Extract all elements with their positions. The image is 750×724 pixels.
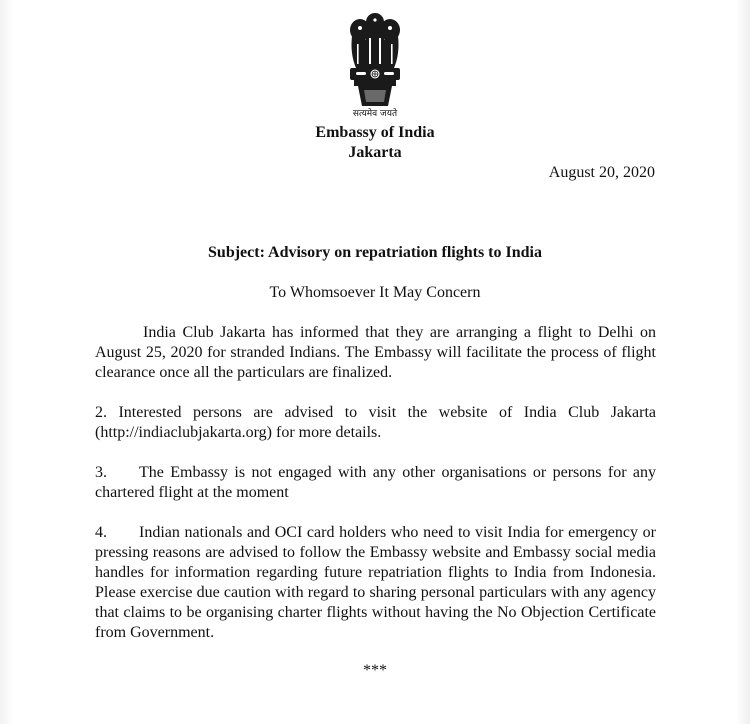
lion-capital-emblem-icon [338,10,412,110]
paragraph-2-number: 2. [95,404,107,421]
paragraph-1-text: India Club Jakarta has informed that they are arranging a flight to Delhi on August 25, 2020 for stranded Indians. The Embassy will facilitate the process of flight clearance once all the particulars are finalized. [95,324,656,381]
paragraph-3-number: 3. [95,464,107,481]
letter-date: August 20, 2020 [548,164,655,181]
paragraph-4 [95,523,656,643]
paragraph-4-number: 4. [95,524,107,541]
paragraph-3 [95,463,656,503]
paragraph-2-text: Interested persons are advised to visit the website of India Club Jakarta (http://indiaclubjakarta.org) for more details. [95,404,657,441]
closing-mark: *** [363,662,387,679]
embassy-city: Jakarta [348,144,402,161]
paragraph-3-text: The Embassy is not engaged with any other organisations or persons for any chartered flight at the moment [95,464,656,501]
paragraph-2 [95,403,656,443]
letter-salutation: To Whomsoever It May Concern [269,284,481,301]
letter-subject: Subject: Advisory on repatriation flights to India [208,244,542,261]
paragraph-4-text: Indian nationals and OCI card holders who need to visit India for emergency or pressing reasons are advised to follow the Embassy website and Embassy social media handles for information regarding future repatriation flights to India from Indonesia. Please exercise due caution with regard to sharing personal particulars with any agency that claims to be organising charter flights without having the No Objection Certificate from Government. [95,524,656,641]
paragraph-1 [95,323,656,383]
embassy-name: Embassy of India [315,124,435,141]
emblem-motto: सत्यमेव जयते [352,109,398,119]
